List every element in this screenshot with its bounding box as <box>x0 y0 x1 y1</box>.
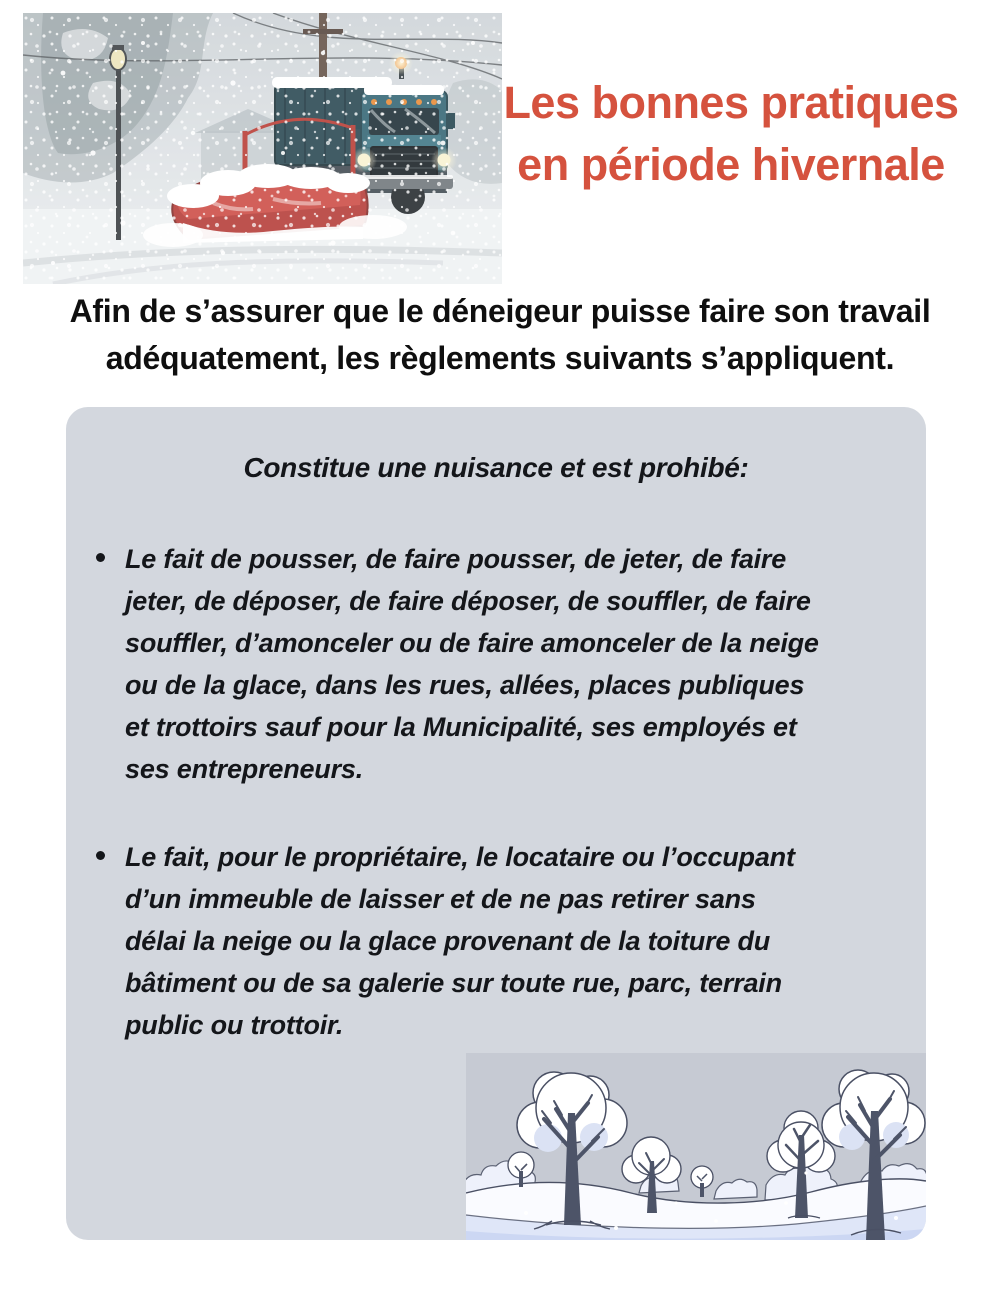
rule-item-2-text <box>125 836 795 1046</box>
snowplow-photo-art <box>23 13 502 284</box>
rule-line: bâtiment ou de sa galerie sur toute rue, parc, terrain <box>125 968 782 998</box>
rule-item-1 <box>96 538 926 790</box>
bullet-dot <box>96 851 105 860</box>
rule-line: et trottoirs sauf pour la Municipalité, ses employés et <box>125 712 797 742</box>
rule-line: ou de la glace, dans les rues, allées, places publiques <box>125 670 805 700</box>
rule-line: ses entrepreneurs. <box>125 754 364 784</box>
rule-item-1-text <box>125 538 819 790</box>
page-title <box>502 72 960 196</box>
rule-line: d’un immeuble de laisser et de ne pas retirer sans <box>125 884 756 914</box>
winter-trees-illustration <box>466 1053 926 1240</box>
page-title-line1: Les bonnes pratiques <box>503 77 959 128</box>
intro-text <box>0 288 1000 382</box>
rule-line: délai la neige ou la glace provenant de la toiture du <box>125 926 771 956</box>
rule-line: Le fait, pour le propriétaire, le locataire ou l’occupant <box>125 842 795 872</box>
rule-line: Le fait de pousser, de faire pousser, de jeter, de faire <box>125 544 787 574</box>
rules-list <box>66 538 926 1046</box>
rule-line: jeter, de déposer, de faire déposer, de souffler, de faire <box>125 586 811 616</box>
intro-line1: Afin de s’assurer que le déneigeur puisse faire son travail <box>69 293 931 329</box>
rules-heading: Constitue une nuisance et est prohibé: <box>243 452 749 483</box>
intro-line2: adéquatement, les règlements suivants s’appliquent. <box>105 340 895 376</box>
winter-trees-art <box>466 1053 926 1240</box>
rules-box <box>66 407 926 1240</box>
bullet-dot <box>96 553 105 562</box>
rule-line: public ou trottoir. <box>125 1010 344 1040</box>
rule-item-2 <box>96 836 926 1046</box>
snowplow-photo <box>23 13 502 284</box>
rule-line: souffler, d’amonceler ou de faire amonceler de la neige <box>125 628 819 658</box>
page-title-line2: en période hivernale <box>517 139 945 190</box>
